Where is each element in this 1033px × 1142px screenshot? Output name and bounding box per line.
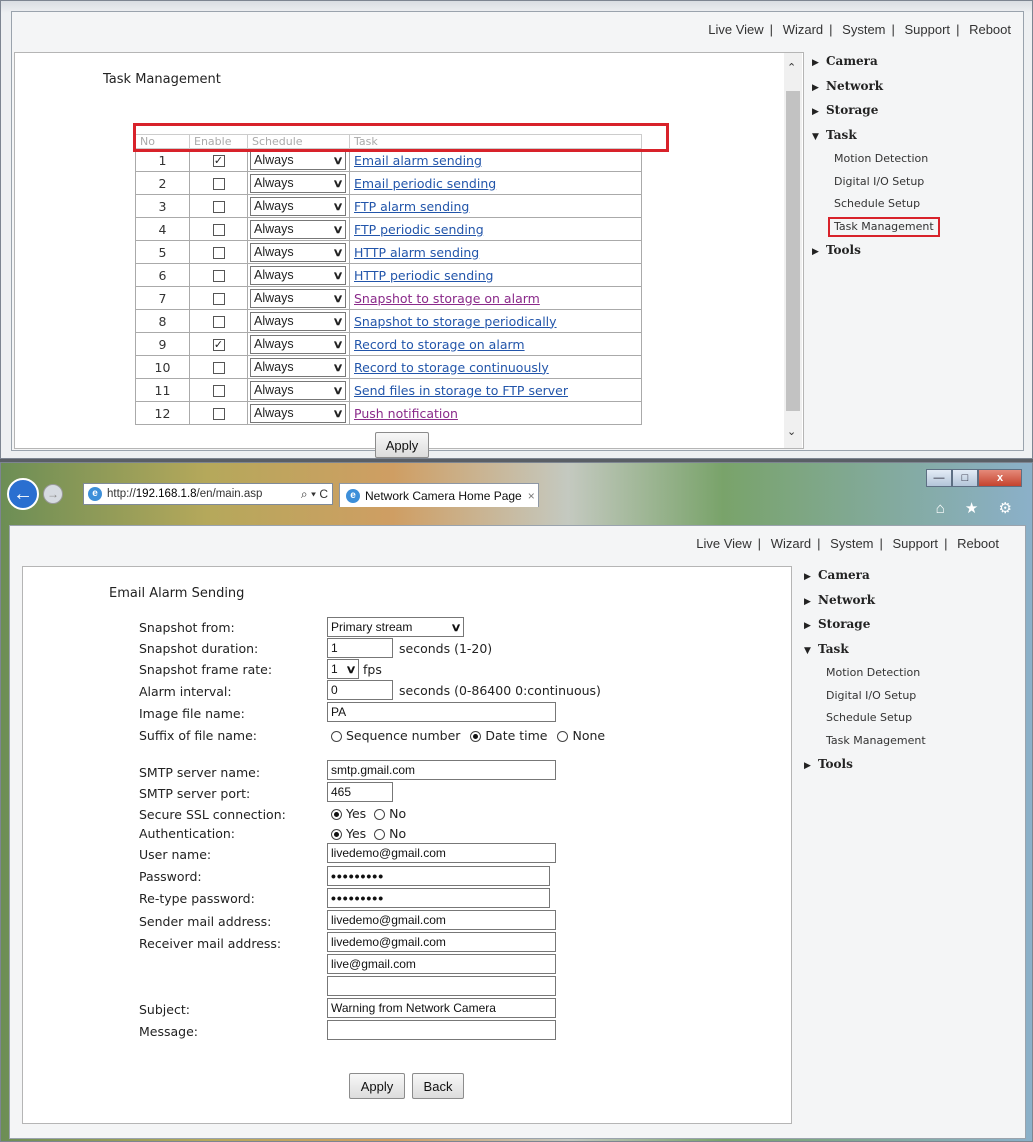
schedule-value: Always: [254, 222, 294, 236]
menu-camera[interactable]: ▶ Camera: [812, 54, 878, 68]
enable-checkbox-cell: [190, 241, 248, 264]
enable-checkbox[interactable]: [213, 247, 225, 259]
schedule-value: Always: [254, 314, 294, 328]
schedule-value: Always: [254, 176, 294, 190]
menu-task[interactable]: ▼ Task: [804, 642, 849, 656]
enable-checkbox-cell: [190, 195, 248, 218]
enable-checkbox[interactable]: ✓: [213, 154, 224, 167]
expand-icon: ▶: [812, 247, 819, 257]
schedule-select[interactable]: [250, 289, 346, 308]
schedule-select[interactable]: [250, 381, 346, 400]
page-frame: [11, 11, 1024, 451]
row-number: 9: [136, 333, 190, 356]
scroll-thumb[interactable]: [786, 91, 800, 411]
col-no: No: [136, 135, 190, 149]
task-cell: [350, 333, 642, 356]
schedule-value: Always: [254, 383, 294, 397]
expand-icon: ▶: [812, 83, 819, 93]
chevron-down-icon: ∨: [332, 246, 344, 259]
enable-checkbox-cell: [190, 287, 248, 310]
task-link[interactable]: Email alarm sending: [354, 152, 482, 168]
chevron-down-icon: ∨: [332, 338, 344, 351]
radio-none[interactable]: [557, 731, 568, 742]
chevron-down-icon: ∨: [332, 154, 344, 167]
smtp-server-name-input[interactable]: smtp.gmail.com: [327, 760, 556, 780]
content-panel: [14, 52, 804, 453]
back-arrow-icon[interactable]: ←: [7, 478, 39, 510]
nav-reboot[interactable]: Reboot: [969, 22, 1011, 37]
nav-wizard[interactable]: Wizard: [782, 22, 824, 37]
schedule-cell: [248, 379, 350, 402]
menu-storage[interactable]: ▶ Storage: [812, 103, 879, 117]
table-row: [136, 310, 642, 333]
col-schedule: Schedule: [248, 135, 350, 149]
enable-checkbox-cell: [190, 379, 248, 402]
task-link[interactable]: Record to storage on alarm: [354, 336, 525, 352]
task-cell: [350, 218, 642, 241]
option-sequence-number: Sequence number: [346, 728, 461, 743]
enable-checkbox[interactable]: [213, 293, 225, 305]
ie-icon: e: [346, 489, 360, 503]
label-image-file-name: Image file name:: [139, 706, 245, 721]
submenu-digital-io-setup[interactable]: Digital I/O Setup: [826, 689, 917, 702]
nav-live-view[interactable]: Live View: [696, 536, 752, 551]
submenu-motion-detection[interactable]: Motion Detection: [834, 152, 929, 165]
label-alarm-interval: Alarm interval:: [139, 684, 232, 699]
url-prefix: http://: [107, 488, 136, 500]
schedule-value: Always: [254, 245, 294, 259]
chevron-down-icon: ∨: [332, 315, 344, 328]
schedule-select[interactable]: [250, 174, 346, 193]
smtp-server-port-input[interactable]: 465: [327, 782, 393, 802]
address-tools-icon[interactable]: ⌕ ▾ C: [300, 486, 328, 501]
apply-button[interactable]: Apply: [349, 1073, 405, 1099]
nav-support[interactable]: Support: [904, 22, 951, 37]
schedule-cell: [248, 264, 350, 287]
browser-window: [0, 462, 1033, 1142]
sender-mail-input[interactable]: livedemo@gmail.com: [327, 910, 556, 930]
row-number: 7: [136, 287, 190, 310]
chevron-down-icon: ∨: [332, 407, 344, 420]
ssl-radio-group: [331, 806, 406, 821]
option-none: None: [572, 728, 606, 743]
enable-checkbox-cell: [190, 218, 248, 241]
home-favorites-tools-icons[interactable]: ⌂ ★ ⚙: [935, 500, 1020, 517]
schedule-select[interactable]: [250, 243, 346, 262]
maximize-button[interactable]: □: [952, 469, 978, 487]
task-cell: [350, 172, 642, 195]
row-number: 11: [136, 379, 190, 402]
chevron-down-icon: ∨: [332, 223, 344, 236]
nav-reboot[interactable]: Reboot: [957, 536, 999, 551]
schedule-cell: [248, 172, 350, 195]
highlight-email-alarm-row: [133, 123, 669, 152]
row-number: 12: [136, 402, 190, 425]
nav-system[interactable]: System: [842, 22, 886, 37]
expand-icon: ▶: [804, 621, 811, 631]
task-link[interactable]: Email periodic sending: [354, 175, 497, 191]
collapse-icon: ▼: [812, 132, 819, 142]
task-cell: [350, 310, 642, 333]
schedule-cell: [248, 195, 350, 218]
message-input[interactable]: [327, 1020, 556, 1040]
task-link[interactable]: FTP alarm sending: [354, 198, 470, 214]
task-cell: [350, 379, 642, 402]
scrollbar[interactable]: [784, 53, 802, 448]
window-controls: [926, 469, 1022, 487]
table-row: [136, 379, 642, 402]
receiver-mail-input-2[interactable]: live@gmail.com: [327, 954, 556, 974]
option-date-time: Date time: [485, 728, 548, 743]
chevron-down-icon: ∨: [345, 663, 357, 676]
row-number: 10: [136, 356, 190, 379]
submenu-motion-detection[interactable]: Motion Detection: [826, 666, 921, 679]
menu-storage[interactable]: ▶ Storage: [804, 617, 871, 631]
frame-rate-unit: fps: [363, 662, 382, 677]
label-receiver-mail: Receiver mail address:: [139, 936, 282, 951]
nav-support[interactable]: Support: [892, 536, 939, 551]
snapshot-duration-input[interactable]: 1: [327, 638, 393, 658]
schedule-value: Always: [254, 337, 294, 351]
close-tab-icon[interactable]: ×: [527, 488, 535, 503]
label-snapshot-frame-rate: Snapshot frame rate:: [139, 662, 273, 677]
submenu-task-management[interactable]: Task Management: [826, 734, 926, 747]
row-number: 8: [136, 310, 190, 333]
expand-icon: ▶: [804, 597, 811, 607]
schedule-cell: [248, 241, 350, 264]
expand-icon: ▶: [804, 572, 811, 582]
schedule-cell: [248, 333, 350, 356]
label-smtp-server-port: SMTP server port:: [139, 786, 251, 801]
enable-checkbox[interactable]: [213, 362, 225, 374]
receiver-mail-input-3[interactable]: [327, 976, 556, 996]
scroll-up-icon[interactable]: ⌃: [787, 62, 797, 74]
option-ssl-no: No: [389, 806, 407, 821]
task-link[interactable]: Record to storage continuously: [354, 359, 549, 375]
alarm-interval-input[interactable]: 0: [327, 680, 393, 700]
schedule-select[interactable]: [250, 335, 346, 354]
table-row: [136, 195, 642, 218]
label-smtp-server-name: SMTP server name:: [139, 765, 261, 780]
enable-checkbox[interactable]: [213, 408, 225, 420]
minimize-button[interactable]: —: [926, 469, 952, 487]
task-link[interactable]: Snapshot to storage on alarm: [354, 290, 540, 306]
schedule-cell: [248, 356, 350, 379]
collapse-icon: ▼: [804, 646, 811, 656]
menu-tools[interactable]: ▶ Tools: [804, 757, 853, 771]
frame-rate-select[interactable]: [327, 659, 359, 679]
table-row: [136, 356, 642, 379]
url-host: 192.168.1.8: [135, 488, 197, 500]
menu-camera[interactable]: ▶ Camera: [804, 568, 870, 582]
label-user-name: User name:: [139, 847, 212, 862]
schedule-value: Always: [254, 360, 294, 374]
apply-button[interactable]: Apply: [375, 432, 429, 458]
task-link[interactable]: Send files in storage to FTP server: [354, 382, 569, 398]
row-number: 6: [136, 264, 190, 287]
top-nav: Live View | Wizard | System | Support | Reboot: [696, 536, 999, 551]
enable-checkbox-cell: [190, 264, 248, 287]
page-title: Task Management: [103, 72, 221, 87]
task-link[interactable]: Push notification: [354, 405, 458, 421]
retype-password-input[interactable]: •••••••••: [327, 888, 550, 908]
schedule-cell: [248, 287, 350, 310]
table-row: [136, 333, 642, 356]
submenu-schedule-setup[interactable]: Schedule Setup: [834, 197, 921, 210]
task-link[interactable]: HTTP alarm sending: [354, 244, 480, 260]
col-task: Task: [350, 135, 642, 149]
label-message: Message:: [139, 1024, 198, 1039]
task-cell: [350, 356, 642, 379]
schedule-select[interactable]: [250, 404, 346, 423]
menu-network[interactable]: ▶ Network: [812, 79, 884, 93]
password-input[interactable]: •••••••••: [327, 866, 550, 886]
schedule-value: Always: [254, 199, 294, 213]
chevron-down-icon: ∨: [332, 200, 344, 213]
radio-ssl-no[interactable]: [374, 809, 385, 820]
tab-title: Network Camera Home Page: [365, 488, 522, 503]
back-button[interactable]: Back: [412, 1073, 464, 1099]
expand-icon: ▶: [812, 107, 819, 117]
label-password: Password:: [139, 869, 202, 884]
row-number: 2: [136, 172, 190, 195]
nav-wizard[interactable]: Wizard: [770, 536, 812, 551]
ie-icon: e: [88, 487, 102, 501]
schedule-cell: [248, 402, 350, 425]
chevron-down-icon: ∨: [332, 177, 344, 190]
snapshot-from-value: Primary stream: [331, 620, 413, 634]
task-cell: [350, 402, 642, 425]
table-row: [136, 402, 642, 425]
frame-rate-value: 1: [331, 662, 338, 676]
table-row: [136, 218, 642, 241]
enable-checkbox[interactable]: ✓: [213, 338, 224, 351]
table-row: [136, 172, 642, 195]
label-retype-password: Re-type password:: [139, 891, 255, 906]
task-table: [135, 134, 642, 425]
label-secure-ssl: Secure SSL connection:: [139, 807, 286, 822]
schedule-value: Always: [254, 291, 294, 305]
chevron-down-icon: ∨: [332, 269, 344, 282]
receiver-mail-input-1[interactable]: livedemo@gmail.com: [327, 932, 556, 952]
schedule-select[interactable]: [250, 358, 346, 377]
menu-task[interactable]: ▼ Task: [812, 128, 857, 142]
menu-tools[interactable]: ▶ Tools: [812, 243, 861, 257]
schedule-select[interactable]: [250, 312, 346, 331]
table-row: [136, 264, 642, 287]
submenu-schedule-setup[interactable]: Schedule Setup: [826, 711, 913, 724]
task-link[interactable]: FTP periodic sending: [354, 221, 484, 237]
page-title: Email Alarm Sending: [109, 586, 245, 601]
browser-tab[interactable]: [339, 483, 539, 507]
label-snapshot-from: Snapshot from:: [139, 620, 235, 635]
schedule-cell: [248, 310, 350, 333]
task-cell: [350, 241, 642, 264]
task-cell: [350, 264, 642, 287]
row-number: 4: [136, 218, 190, 241]
radio-date-time[interactable]: [470, 731, 481, 742]
enable-checkbox-cell: [190, 172, 248, 195]
enable-checkbox-cell: [190, 310, 248, 333]
option-ssl-yes: Yes: [346, 806, 367, 821]
schedule-cell: [248, 218, 350, 241]
snapshot-from-select[interactable]: [327, 617, 464, 637]
radio-auth-yes[interactable]: [331, 829, 342, 840]
enable-checkbox[interactable]: [213, 316, 225, 328]
snapshot-duration-hint: seconds (1-20): [399, 641, 493, 656]
nav-live-view[interactable]: Live View: [708, 22, 764, 37]
image-file-name-input[interactable]: PA: [327, 702, 556, 722]
row-number: 1: [136, 149, 190, 172]
label-snapshot-duration: Snapshot duration:: [139, 641, 259, 656]
enable-checkbox-cell: [190, 402, 248, 425]
expand-icon: ▶: [812, 58, 819, 68]
auth-radio-group: [331, 826, 406, 841]
enable-checkbox-cell: [190, 356, 248, 379]
schedule-select[interactable]: [250, 197, 346, 216]
subject-input[interactable]: Warning from Network Camera: [327, 998, 556, 1018]
option-auth-no: No: [389, 826, 407, 841]
submenu-task-management[interactable]: Task Management: [834, 220, 934, 233]
enable-checkbox[interactable]: [213, 178, 225, 190]
task-cell: [350, 287, 642, 310]
url-path: /en/main.asp: [196, 488, 263, 500]
chevron-down-icon: ∨: [332, 292, 344, 305]
col-enable: Enable: [190, 135, 248, 149]
radio-ssl-yes[interactable]: [331, 809, 342, 820]
radio-sequence-number[interactable]: [331, 731, 342, 742]
task-cell: [350, 195, 642, 218]
alarm-interval-hint: seconds (0-86400 0:continuous): [399, 683, 601, 698]
schedule-select[interactable]: [250, 151, 346, 170]
schedule-value: Always: [254, 153, 294, 167]
chevron-down-icon: ∨: [332, 384, 344, 397]
user-name-input[interactable]: livedemo@gmail.com: [327, 843, 556, 863]
schedule-value: Always: [254, 406, 294, 420]
chevron-down-icon: ∨: [332, 361, 344, 374]
label-suffix: Suffix of file name:: [139, 728, 258, 743]
submenu-digital-io-setup[interactable]: Digital I/O Setup: [834, 175, 925, 188]
nav-system[interactable]: System: [830, 536, 874, 551]
address-bar[interactable]: [83, 483, 333, 505]
label-authentication: Authentication:: [139, 826, 235, 841]
chevron-down-icon: ∨: [450, 621, 462, 634]
suffix-radio-group: [331, 728, 605, 743]
expand-icon: ▶: [804, 761, 811, 771]
task-link[interactable]: Snapshot to storage periodically: [354, 313, 557, 329]
highlight-task-management: [828, 217, 940, 237]
table-row: [136, 241, 642, 264]
enable-checkbox[interactable]: [213, 224, 225, 236]
enable-checkbox[interactable]: [213, 385, 225, 397]
enable-checkbox[interactable]: [213, 270, 225, 282]
close-button[interactable]: x: [978, 469, 1022, 487]
top-nav: Live View | Wizard | System | Support | Reboot: [708, 22, 1011, 37]
enable-checkbox[interactable]: [213, 201, 225, 213]
row-number: 3: [136, 195, 190, 218]
label-sender-mail: Sender mail address:: [139, 914, 272, 929]
radio-auth-no[interactable]: [374, 829, 385, 840]
task-link[interactable]: HTTP periodic sending: [354, 267, 494, 283]
task-management-window: [0, 0, 1033, 459]
schedule-value: Always: [254, 268, 294, 282]
row-number: 5: [136, 241, 190, 264]
schedule-select[interactable]: [250, 266, 346, 285]
scroll-down-icon[interactable]: ⌄: [787, 426, 797, 438]
label-subject: Subject:: [139, 1002, 190, 1017]
forward-arrow-icon[interactable]: →: [43, 484, 63, 504]
table-row: [136, 287, 642, 310]
schedule-select[interactable]: [250, 220, 346, 239]
menu-network[interactable]: ▶ Network: [804, 593, 876, 607]
enable-checkbox-cell: [190, 333, 248, 356]
option-auth-yes: Yes: [346, 826, 367, 841]
